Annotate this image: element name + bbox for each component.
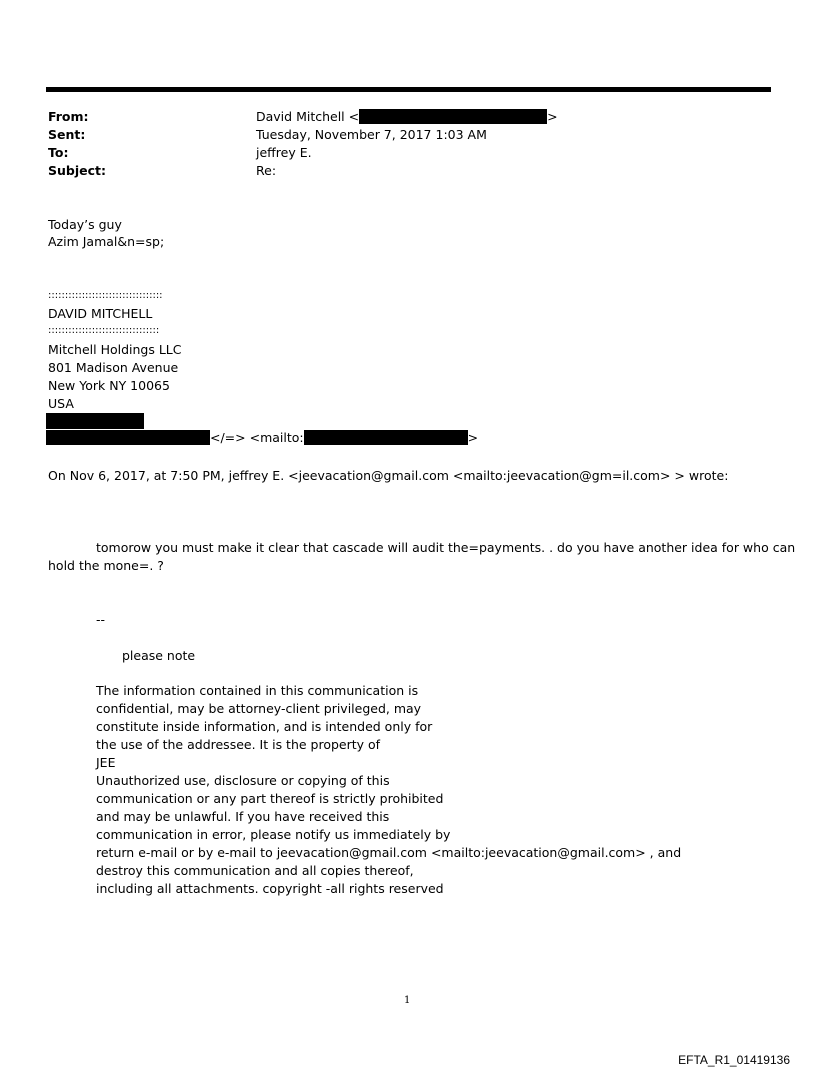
disclaimer-line: confidential, may be attorney-client privileged, may (96, 701, 422, 716)
quoted-message: tomorow you must make it clear that cascade will audit the=payments. . do you have another idea for who can (96, 540, 796, 555)
redaction-box (46, 430, 210, 445)
redaction-box (304, 430, 468, 445)
signature-name: DAVID MITCHELL (48, 306, 153, 321)
signature-link-end: > (467, 430, 479, 445)
page-number: 1 (404, 995, 411, 1006)
signature-separator: ::::::::::::::::::::::::::::::::: (48, 325, 160, 336)
disclaimer-line: destroy this communication and all copies thereof, (96, 863, 414, 878)
from-label: From: (48, 109, 89, 124)
sent-label: Sent: (48, 127, 86, 142)
disclaimer-line: the use of the addressee. It is the property of (96, 737, 381, 752)
disclaimer-line: and may be unlawful. If you have received this (96, 809, 390, 824)
from-name: David Mitchell < (256, 109, 360, 124)
disclaimer-line: including all attachments. copyright -all rights reserved (96, 881, 444, 896)
disclaimer (96, 682, 681, 898)
redaction-box (359, 109, 547, 124)
body-line: Azim Jamal&n=sp; (48, 234, 165, 249)
signature-link-line (46, 429, 478, 447)
body-line: Today’s guy (48, 217, 122, 232)
signature-country: USA (48, 396, 74, 411)
subject-label: Subject: (48, 163, 106, 178)
signature-address: New York NY 10065 (48, 378, 170, 393)
disclaimer-line: communication in error, please notify us immediately by (96, 827, 451, 842)
to-label: To: (48, 145, 69, 160)
disclaimer-line: Unauthorized use, disclosure or copying of this (96, 773, 390, 788)
to-value: jeffrey E. (256, 145, 312, 160)
disclaimer-line: JEE (96, 755, 116, 770)
signature-link-text: </=> <mailto: (210, 430, 304, 445)
sent-value: Tuesday, November 7, 2017 1:03 AM (256, 127, 487, 142)
quote-attribution: On Nov 6, 2017, at 7:50 PM, jeffrey E. <jeevacation@gmail.com <mailto:jeevacation@gm=il.com> > wrote: (48, 468, 729, 483)
quoted-message: hold the mone=. ? (48, 558, 164, 573)
disclaimer-line: The information contained in this communication is (96, 683, 419, 698)
from-suffix: > (547, 109, 558, 124)
header-rule (46, 87, 771, 92)
disclaimer-line: communication or any part thereof is strictly prohibited (96, 791, 444, 806)
signature-address: 801 Madison Avenue (48, 360, 179, 375)
signature-separator: :::::::::::::::::::::::::::::::::: (48, 290, 163, 301)
disclaimer-line: return e-mail or by e-mail to jeevacation@gmail.com <mailto:jeevacation@gmail.com> , and (96, 845, 682, 860)
signature-company: Mitchell Holdings LLC (48, 342, 182, 357)
subject-value: Re: (256, 163, 277, 178)
from-value (256, 108, 558, 126)
bates-number: EFTA_R1_01419136 (678, 1053, 790, 1067)
please-note: please note (122, 648, 196, 663)
disclaimer-line: constitute inside information, and is intended only for (96, 719, 433, 734)
redaction-box (46, 413, 144, 429)
quote-dashes: -- (96, 612, 106, 627)
